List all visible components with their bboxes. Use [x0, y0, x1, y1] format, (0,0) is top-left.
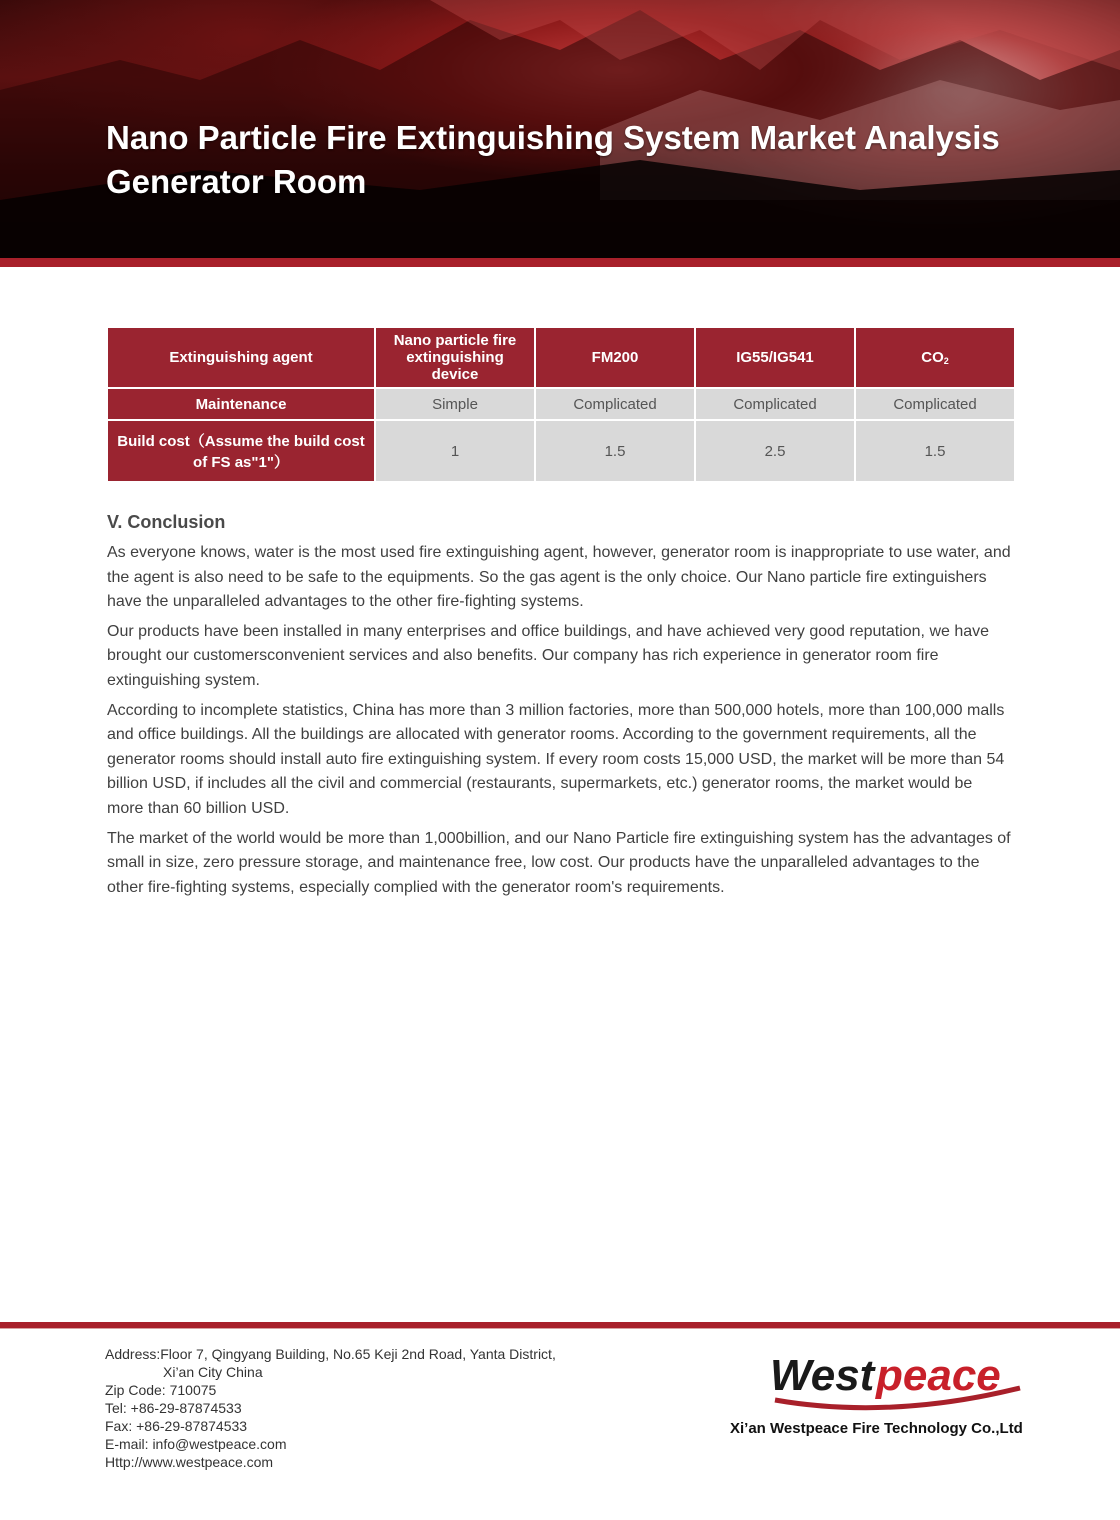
conclusion-heading: V. Conclusion	[107, 512, 226, 532]
paragraph: Our products have been installed in many enterprises and office buildings, and have achieved very good reputation, we have brought our customersconvenient services and also benefits. Our company has rich experience in generator room fire extinguishing system.	[107, 622, 990, 689]
westpeace-logo	[770, 1350, 1030, 1412]
comparison-table	[106, 326, 1016, 483]
co2-main: CO	[921, 349, 944, 366]
title-line-1: Nano Particle Fire Extinguishing System Market Analysis	[106, 119, 1000, 156]
contact-block	[105, 1345, 556, 1471]
paragraph: According to incomplete statistics, China has more than 3 million factories, more than 500,000 hotels, more than 100,000 malls and office buildings. All the buildings are allocated with generator rooms. According to the government requirements, all the generator rooms should install auto fire extinguishing system. If every room costs 15,000 USD, the market will be more than 54 billion USD, if includes all the civil and commercial (restaurants, supermarkets, etc.) generator rooms, the market would be more than 60 billion USD.	[107, 701, 1005, 817]
row-label-build-cost: Build cost（Assume the build cost of FS as"1"）	[107, 420, 375, 482]
table-cell: 2.5	[695, 420, 855, 482]
paragraph: As everyone knows, water is the most used fire extinguishing agent, however, generator room is inappropriate to use water, and the agent is also need to be safe to the equipments. So the gas agent is the only choice. Our Nano particle fire extinguishers have the unparalleled advantages to the other fire-fighting systems.	[107, 544, 1011, 611]
table-cell: Complicated	[855, 388, 1015, 420]
table-header-row	[107, 327, 1015, 388]
company-name: Xi’an Westpeace Fire Technology Co.,Ltd	[730, 1420, 1023, 1437]
fax: Fax: +86-29-87874533	[105, 1418, 248, 1434]
header-banner	[0, 0, 1120, 258]
table-cell: Complicated	[695, 388, 855, 420]
co2-subscript: 2	[943, 356, 949, 366]
header-cell-fm200: FM200	[535, 327, 695, 388]
zip-code: Zip Code: 710075	[105, 1382, 217, 1398]
header-cell-ig55: IG55/IG541	[695, 327, 855, 388]
row-label-maintenance: Maintenance	[107, 388, 375, 420]
table-cell: 1	[375, 420, 535, 482]
table-row	[107, 388, 1015, 420]
footer-divider-thin	[0, 1328, 1120, 1329]
email-link[interactable]: E-mail: info@westpeace.com	[105, 1436, 287, 1452]
logo-text-peace: peace	[876, 1351, 1001, 1400]
table-cell: Complicated	[535, 388, 695, 420]
header-cell-nano: Nano particle fire extinguishing device	[375, 327, 535, 388]
page-title	[106, 116, 1086, 204]
table-cell: Simple	[375, 388, 535, 420]
address-line-1: Address:Floor 7, Qingyang Building, No.65 Keji 2nd Road, Yanta District,	[105, 1346, 556, 1362]
address-line-2: Xi’an City China	[163, 1364, 263, 1380]
header-divider	[0, 258, 1120, 267]
header-cell-agent: Extinguishing agent	[107, 327, 375, 388]
telephone: Tel: +86-29-87874533	[105, 1400, 242, 1416]
website-link[interactable]: Http://www.westpeace.com	[105, 1454, 274, 1470]
table-cell: 1.5	[535, 420, 695, 482]
paragraph: The market of the world would be more than 1,000billion, and our Nano Particle fire extinguishing system has the advantages of small in size, zero pressure storage, and maintenance free, low cost. Our products have the unparalleled advantages to the other fire-fighting systems, especially complied with the generator room's requirements.	[107, 829, 1011, 896]
table-row	[107, 420, 1015, 482]
table-cell: 1.5	[855, 420, 1015, 482]
conclusion-body	[107, 541, 1012, 905]
header-cell-co2	[855, 327, 1015, 388]
logo-text-west: West	[770, 1351, 875, 1400]
title-line-2: Generator Room	[106, 163, 367, 200]
